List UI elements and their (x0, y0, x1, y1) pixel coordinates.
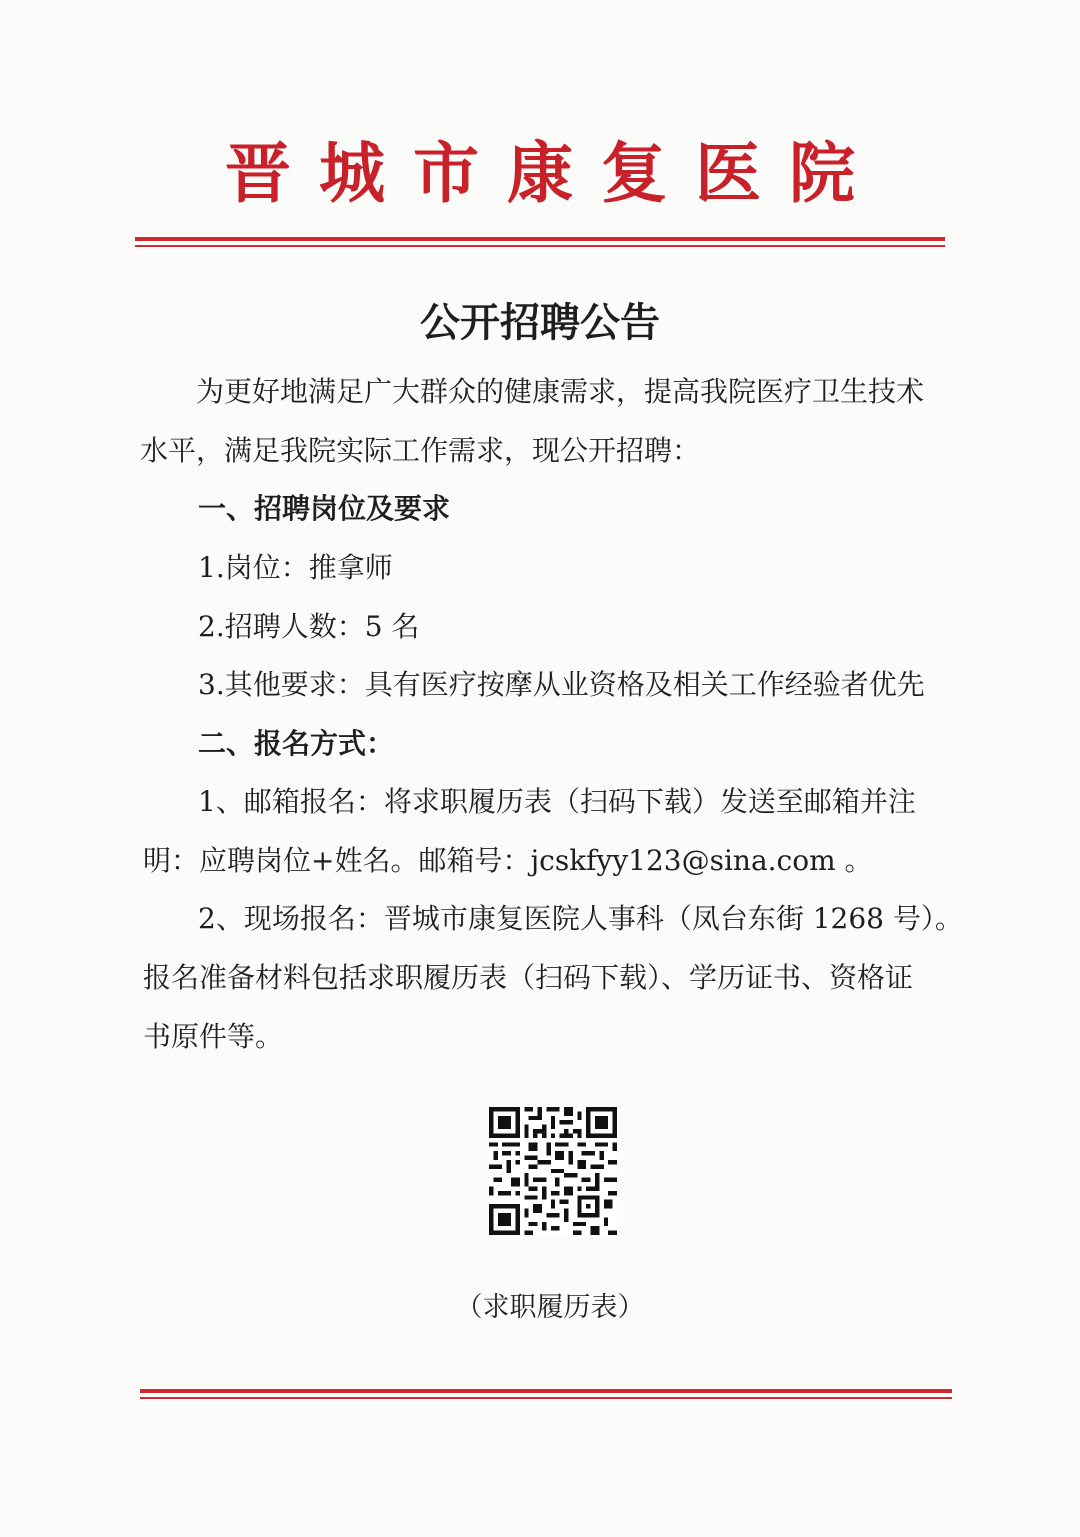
method-2-line-1: 2、现场报名：晋城市康复医院人事科（凤台东街 1268 号）。 (198, 902, 963, 935)
qr-caption: （求职履历表） (455, 1292, 645, 1323)
method-1-line-2: 明：应聘岗位+姓名。邮箱号：jcskfyy123@sina.com 。 (143, 844, 873, 877)
intro-line-1: 为更好地满足广大群众的健康需求，提高我院医疗卫生技术 (196, 375, 925, 408)
method-2-line-2: 报名准备材料包括求职履历表（扫码下载）、学历证书、资格证 (143, 961, 914, 994)
section-1-heading: 一、招聘岗位及要求 (198, 492, 451, 525)
intro-line-2: 水平，满足我院实际工作需求，现公开招聘： (140, 434, 701, 467)
method-1-line-1: 1、邮箱报名：将求职履历表（扫码下载）发送至邮箱并注 (198, 785, 916, 818)
section-2-heading: 二、报名方式： (198, 727, 395, 760)
header-red-rule (135, 237, 945, 249)
requirement-item-2: 2.招聘人数：5 名 (198, 610, 420, 643)
notice-title: 公开招聘公告 (420, 299, 660, 346)
requirement-item-1: 1.岗位：推拿师 (198, 551, 393, 584)
method-2-line-3: 书原件等。 (143, 1020, 284, 1053)
qr-code-icon[interactable] (489, 1104, 617, 1238)
requirement-item-3: 3.其他要求：具有医疗按摩从业资格及相关工作经验者优先 (198, 668, 925, 701)
footer-red-rule (140, 1389, 952, 1401)
hospital-name-header: 晋城市康复医院 (225, 134, 883, 212)
